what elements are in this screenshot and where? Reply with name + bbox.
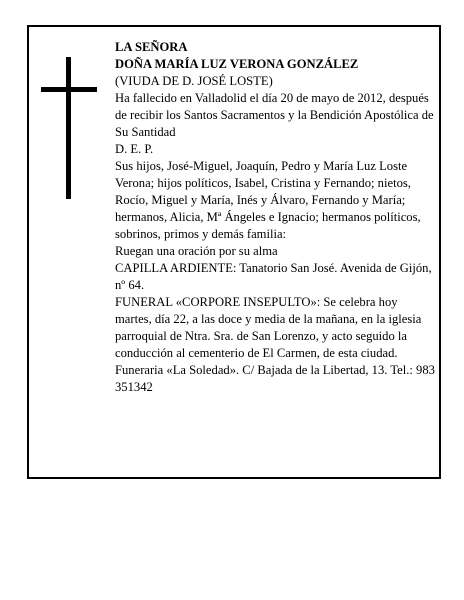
cross-horizontal-bar [41, 87, 97, 92]
cross-vertical-bar [66, 57, 71, 199]
cross-icon [41, 57, 97, 199]
deceased-name: DOÑA MARÍA LUZ VERONA GONZÁLEZ [115, 57, 359, 71]
obituary-text [115, 39, 435, 396]
funeral-info: FUNERAL «CORPORE INSEPULTO»: Se celebra hoy martes, día 22, a las doce y media de la mañana, en la iglesia parroquial de Ntra. Sra. de San Lorenzo, y acto seguido la conducción al cementerio de El Carmen, de esta ciudad. [115, 295, 422, 360]
death-announcement: Ha fallecido en Valladolid el día 20 de mayo de 2012, después de recibir los Santos Sacramentos y la Bendición Apostólica de Su Santidad [115, 91, 434, 139]
family-list: Sus hijos, José-Miguel, Joaquín, Pedro y María Luz Loste Verona; hijos políticos, Isabel, Cristina y Fernando; nietos, Rocío, Miguel y María, Inés y Álvaro, Fernando y María; hermanos, Alicia, Mª Ángeles e Ignacio; hermanos políticos, sobrinos, primos y demás familia: [115, 159, 421, 241]
prayer-request: Ruegan una oración por su alma [115, 244, 278, 258]
notice-heading: LA SEÑORA [115, 40, 188, 54]
funeral-home-info: Funeraria «La Soledad». C/ Bajada de la Libertad, 13. Tel.: 983 351342 [115, 363, 435, 394]
obituary-notice [27, 25, 441, 479]
chapel-info: CAPILLA ARDIENTE: Tanatorio San José. Avenida de Gijón, nº 64. [115, 261, 432, 292]
widow-line: (VIUDA DE D. JOSÉ LOSTE) [115, 74, 273, 88]
rest-in-peace: D. E. P. [115, 142, 154, 156]
